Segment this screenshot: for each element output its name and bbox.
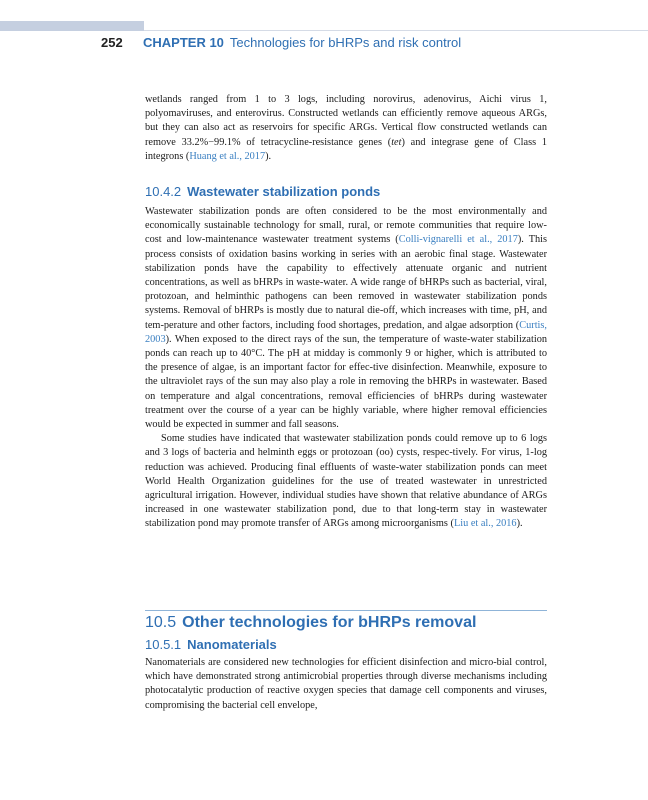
section-10-4-2-body [145, 205, 547, 532]
page-number: 252 [101, 35, 123, 50]
para-text: Wastewater stabilization ponds are often considered to be the most environmentally and economically sustainable technology for small, rural, or remote communities that require low-cost and low-maintenance wastewater treatment systems ( [145, 206, 547, 246]
para-text: Some studies have indicated that wastewater stabilization ponds could remove up to 6 logs and 3 logs of bacteria and helminth eggs or protozoan (oo) cysts, respec-tively. For virus, 1-log reduction was achieved. Producing final effluents of waste-water stabilization ponds can meet World Health Organization guidelines for the use of treated wastewater in unrestricted agricultural irrigation. However, individual studies have shown that relative abundance of ARGs increased in one wastewater stabilization pond, due to that long-term stay in wastewater stabilization pond may promote transfer of ARGs among microorganisms ( [145, 433, 547, 530]
section-number: 10.5.1 [145, 637, 182, 652]
section-number: 10.4.2 [145, 184, 182, 199]
chapter-label: CHAPTER 10 [143, 35, 224, 50]
citation-link[interactable]: Liu et al., 2016 [453, 518, 517, 530]
intro-end: ). [265, 150, 272, 162]
para-text: ). When exposed to the direct rays of the sun, the temperature of waste-water stabilization ponds can reach up to 40°C. The pH at midday is commonly 9 or higher, which is attributed to the presence of algae, is an important factor for effec-tive disinfection. Meanwhile, exposure to the ultraviolet rays of the sun may also play a role in removing the bHRPs in wastewater. Based on temperature and algal concentrations, removal efficiencies of bHRPs during wastewater treatment over the course of a year can be highly variable, where higher removal efficiencies would be expected in summer and fall seasons. [145, 333, 547, 431]
tet-gene: tet [391, 136, 402, 148]
section-divider [145, 610, 547, 611]
intro-paragraph [145, 93, 547, 164]
section-10-5-1-body [145, 656, 547, 713]
citation-link[interactable]: Huang et al., 2017 [189, 150, 266, 162]
intro-text: wetlands ranged from 1 to 3 logs, including norovirus, adenovirus, Aichi virus 1, polyomaviruses, and enterovirus. Constructed wetlands can efficiently remove aqueous ARGs, but they can also act as reservoirs for specific ARGs. Vertical flow constructed wetlands can remove 33.2%−99.1% of tetracycline-resistance genes ( [145, 94, 547, 148]
section-title: Other technologies for bHRPs removal [182, 614, 477, 631]
citation-link[interactable]: Curtis, 2003 [145, 319, 547, 345]
para-text: Nanomaterials are considered new technologies for efficient disinfection and micro-bial control, which have demonstrated strong antimicrobial properties through diverse mechanisms including photocatalytic production of reactive oxygen species that damage cell components and viruses, compromising the bacterial cell envelope, [145, 657, 547, 711]
chapter-title: Technologies for bHRPs and risk control [229, 35, 462, 50]
para-text: ). [516, 518, 523, 530]
section-heading-10-5-1 [145, 637, 277, 652]
citation-link[interactable]: Colli-vignarelli et al., 2017 [398, 234, 518, 246]
section-title: Wastewater stabilization ponds [187, 184, 381, 199]
intro-text-2: ) and integrase gene of Class 1 integrons ( [145, 136, 547, 162]
section-title: Nanomaterials [187, 637, 277, 652]
header-accent-bar [0, 21, 144, 31]
header-rule [144, 30, 648, 31]
running-head [101, 35, 461, 53]
section-heading-10-4-2 [145, 184, 380, 199]
para-text: ). This process consists of oxidation basins working in series with an aerobic final stage. Wastewater stabilization ponds have the capability to effectively attenuate organic and nutrient concentrations, as well as bHRPs in waste-water. A wide range of bHRPs such as bacterial, viral, protozoan, and helminthic pathogens can been removed in wastewater stabilization ponds systems. Removal of bHRPs is mostly due to natural die-off, which increases with time, pH, and tem-perature and other factors, including food shortages, predation, and algae adsorption ( [145, 234, 548, 331]
section-number: 10.5 [145, 614, 177, 631]
section-heading-10-5 [145, 614, 476, 632]
